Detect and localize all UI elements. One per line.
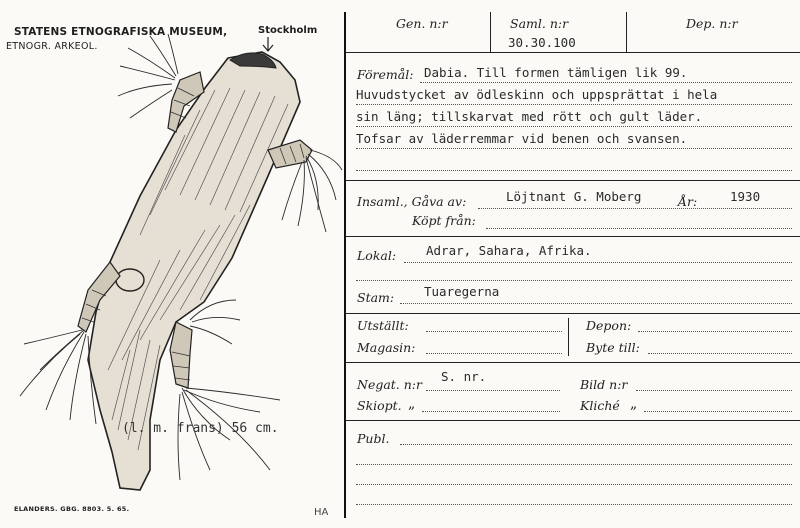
foremal-line-2: Huvudstycket av ödleskinn och uppsprättat i hela xyxy=(356,87,718,102)
negat-label: Negat. n:r xyxy=(357,377,422,392)
negat-value: S. nr. xyxy=(441,369,487,384)
saml-nr-value: 30.30.100 xyxy=(508,35,576,50)
lokal-dots xyxy=(404,262,792,263)
bild-dots xyxy=(636,390,792,391)
insaml-value: Löjtnant G. Moberg xyxy=(506,189,642,204)
printer-imprint: ELANDERS. GBG. 8803. 5. 65. xyxy=(14,505,130,513)
insaml-label: Insaml., Gåva av: xyxy=(357,194,467,209)
publ-label: Publ. xyxy=(357,431,390,446)
foremal-dots-4 xyxy=(356,148,792,149)
skiopt-label: Skiopt. xyxy=(357,398,402,413)
foremal-line-3: sin läng; tillskarvat med rött och gult läder. xyxy=(356,109,703,124)
exhibit-separator xyxy=(568,318,569,356)
insaml-dots xyxy=(478,208,792,209)
measurement-note: (l. m. frans) 56 cm. xyxy=(122,421,279,436)
top-separator-2 xyxy=(626,12,627,52)
top-separator-1 xyxy=(490,12,491,52)
kopt-dots xyxy=(486,228,792,229)
dep-nr-label: Dep. n:r xyxy=(686,16,738,31)
skiopt-dots xyxy=(422,411,560,412)
stam-dots xyxy=(400,303,792,304)
skiopt-ditto: „ xyxy=(408,396,416,412)
rule-foremal xyxy=(346,180,800,181)
publ-dots-2 xyxy=(356,464,792,465)
kliche-ditto: „ xyxy=(630,396,638,412)
rule-exhibit xyxy=(346,362,800,363)
kliche-dots xyxy=(644,411,792,412)
stam-label: Stam: xyxy=(357,290,395,305)
stam-value: Tuaregerna xyxy=(424,284,500,299)
museum-city: Stockholm xyxy=(258,25,318,36)
kliche-label: Kliché xyxy=(580,398,620,413)
publ-dots-1 xyxy=(400,444,792,445)
illustration-panel xyxy=(0,0,345,528)
year-value: 1930 xyxy=(730,189,761,204)
gen-nr-label: Gen. n:r xyxy=(396,16,448,31)
publ-dots-3 xyxy=(356,484,792,485)
rule-negat xyxy=(346,420,800,421)
rule-insaml xyxy=(346,236,800,237)
bild-nr-label: Bild n:r xyxy=(580,377,628,392)
foremal-dots-2 xyxy=(356,104,792,105)
utstallt-label: Utställt: xyxy=(357,318,409,333)
department-stamp: ETNOGR. ARKEOL. xyxy=(6,41,98,52)
catalogue-form xyxy=(346,0,800,528)
magasin-label: Magasin: xyxy=(357,340,416,355)
saml-nr-label: Saml. n:r xyxy=(510,16,569,31)
year-label: År: xyxy=(678,194,698,209)
utstallt-dots xyxy=(426,331,562,332)
lokal-dots-2 xyxy=(356,280,792,281)
publ-dots-4 xyxy=(356,504,792,505)
foremal-label: Föremål: xyxy=(357,67,414,82)
foremal-dots-3 xyxy=(356,126,792,127)
depon-label: Depon: xyxy=(586,318,632,333)
artist-initials: HA xyxy=(314,507,329,518)
lokal-value: Adrar, Sahara, Afrika. xyxy=(426,243,592,258)
rule-top xyxy=(346,52,800,53)
foremal-line-1: Dabia. Till formen tämligen lik 99. xyxy=(424,65,688,80)
magasin-dots xyxy=(426,353,562,354)
foremal-dots-1 xyxy=(420,82,792,83)
foremal-line-4: Tofsar av läderremmar vid benen och svansen. xyxy=(356,131,688,146)
kopt-fran-label: Köpt från: xyxy=(412,213,476,228)
lizard-skin-bag-drawing xyxy=(0,0,345,528)
byte-till-dots xyxy=(648,353,792,354)
foremal-dots-5 xyxy=(356,170,792,171)
negat-dots xyxy=(426,390,560,391)
lokal-label: Lokal: xyxy=(357,248,397,263)
museum-name: STATENS ETNOGRAFISKA MUSEUM, xyxy=(14,26,228,38)
byte-till-label: Byte till: xyxy=(586,340,640,355)
depon-dots xyxy=(638,331,792,332)
rule-stam xyxy=(346,313,800,314)
